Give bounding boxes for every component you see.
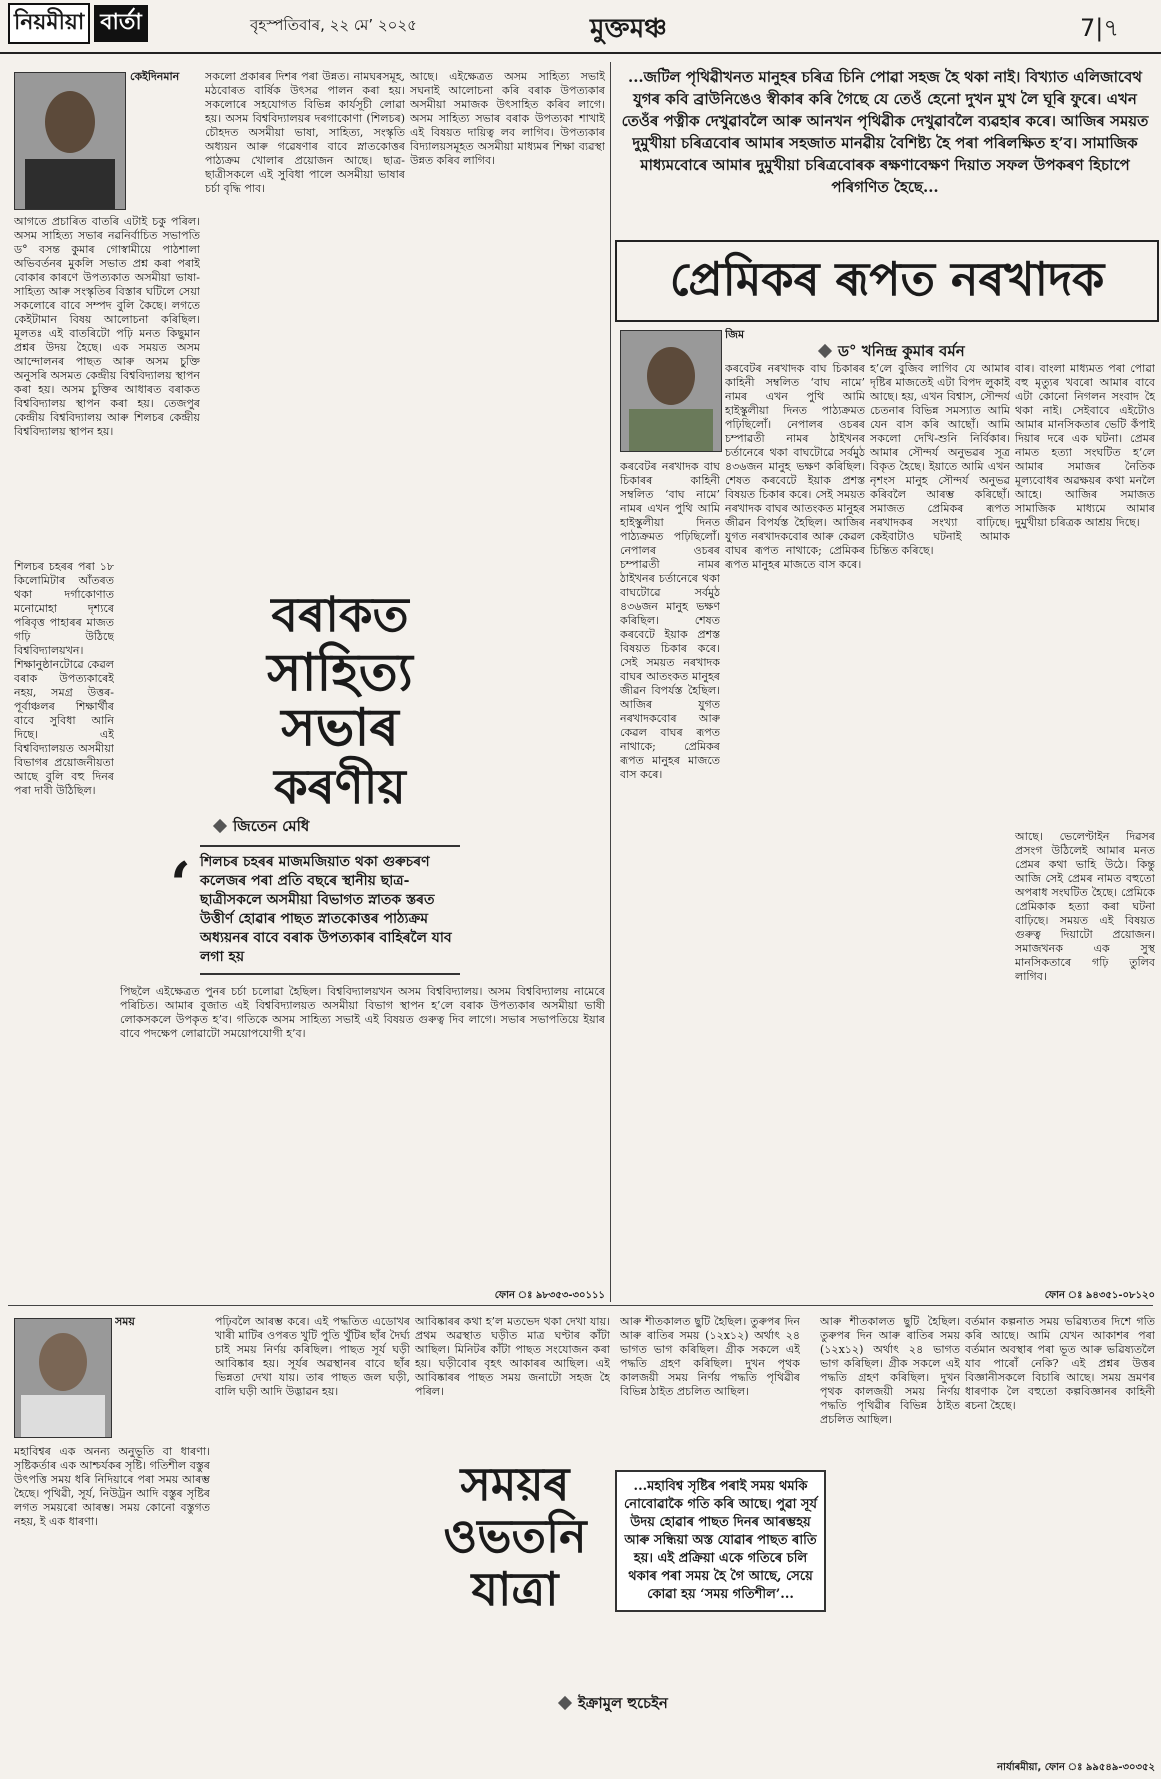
- article2-column-2: হ’লে বুজিব লাগিব যে আমাৰ দৃষ্টিৰ মাজতেই এটা বিপদ লুকাই আছে। হয়, এখন বিশ্বাস, সৌন্দৰ্য চেতনাৰ বিভিন্ন সমস্যাত আমি যেন বাস কৰি আছোঁ। আমি সকলো দেখি-শুনি নিৰ্বিকাৰ। আমাৰ সৌন্দৰ্য অনুভৱৰ সূত্ৰ বিকৃত হৈছে। ইয়াতে আমি এখন নৃশংস মানুহ সৌন্দৰ্য অনুভৱ কৰিবলৈ আৰম্ভ কৰিছোঁ। সমাজত প্ৰেমিকৰ ৰূপত নৰখাদকৰ সংখ্যা বাঢ়িছে। কেইবাটাও ঘটনাই আমাক চিন্তিত কৰিছে।: [870, 362, 1010, 557]
- article1-title-line1: বৰাকত: [271, 587, 409, 643]
- logo-part1: নিয়মীয়া: [8, 3, 90, 44]
- newspaper-logo: [8, 8, 148, 38]
- article1-title-line2: সাহিত্য সভাৰ: [267, 642, 413, 758]
- article1-title: [200, 587, 480, 815]
- article2-title-box: [615, 240, 1159, 322]
- page-number: 7|৭: [1080, 14, 1119, 42]
- article2-phone: ফোন ঃ ৯৪৩৫১-০৮১২০: [1044, 1290, 1155, 1301]
- diamond-icon: [213, 819, 227, 833]
- article1-column-1: আগতে প্ৰচাৰিত বাতৰি এটাই চকু পৰিল। অসম সাহিত্য সভাৰ নৱনিৰ্বাচিত সভাপতি ড° বসন্ত কুমাৰ গোস্বামীয়ে পাঠশালা অভিবৰ্তনৰ মুকলি সভাত প্ৰশ্ন কৰা পৰাই বোকাৰ কাৰণে উপত্যকাত অসমীয়া ভাষা-সাহিত্য আৰু সংস্কৃতিৰ বিস্তাৰ ঘটিলে সেয়া সকলোৰে বাবে সম্পদ বুলি কৈছে। লগতে কেইটামান বিষয় আলোচনা কৰিছিল। মূলতঃ এই বাতৰিটো পঢ়ি মনত কিছুমান প্ৰশ্নৰ উদয় হৈছে। এক সময়ত অসম আন্দোলনৰ পাছত আৰু অসম চুক্তি অনুসৰি অসমত কেন্দ্ৰীয় বিশ্ববিদ্যালয় স্থাপন কৰা হয়। অসম চুক্তিৰ আধাৰত বৰাকত বিশ্ববিদ্যালয় স্থাপন কৰা হয়। তেজপুৰ কেন্দ্ৰীয় বিশ্ববিদ্যালয় আৰু শিলচৰ কেন্দ্ৰীয় বিশ্ববিদ্যালয় স্থাপন হয়।: [14, 215, 200, 438]
- article1-byline: [215, 815, 415, 840]
- article3-column-2: পঢ়িবলৈ আৰম্ভ কৰে। এই পদ্ধতিত এডোখৰ খাৰী মাটিৰ ওপৰত খুটি পুতি খুঁটিৰ ছাঁৰ দৈৰ্ঘ্য চাই সময় নিৰ্ণয় কৰিছিল। পাছত সূৰ্য ঘড়ী আবিষ্কাৰ হয়। সূৰ্যৰ অৱস্থানৰ বাবে ছাঁৰ ভিন্নতা দেখা যায়। তাৰ পাছত জল ঘড়ী, বালি ঘড়ী আদি উদ্ভাৱন হয়।: [215, 1315, 410, 1398]
- article3-author: ইক্ৰামুল হুচেইন: [578, 1694, 668, 1712]
- logo-part2: বাৰ্তা: [94, 5, 148, 42]
- article2-intro: ...জটিল পৃথিৱীখনত মানুহৰ চৰিত্ৰ চিনি পোৱা সহজ হৈ থকা নাই। বিখ্যাত এলিজাবেথ যুগৰ কবি ব্ৰাউনিঙেও স্বীকাৰ কৰি গৈছে যে তেওঁ হেনো দুখন মুখ লৈ ঘূৰি ফুৰে। এখন তেওঁৰ পত্নীক দেখুৱাবলৈ আৰু আনখন পৃথিৱীক দেখুৱাবলৈ ব্যৱহাৰ কৰে। আজিৰ সময়ত দুমুখীয়া চৰিত্ৰবোৰ আমাৰ সহজাত মানৱীয় বৈশিষ্ট্য হৈ পৰা পৰিলক্ষিত হ’ব। সামাজিক মাধ্যমবোৰে আমাৰ দুমুখীয়া চৰিত্ৰবোৰক ৰক্ষণাবেক্ষণ দিয়াত সফল উপকৰণ হিচাপে পৰিগণিত হৈছে...: [621, 68, 1149, 196]
- author-photo-3: [14, 1318, 112, 1438]
- author-photo-1: [14, 72, 126, 210]
- article3-pull-quote: ...মহাবিশ্ব সৃষ্টিৰ পৰাই সময় থমকি নোবোৱাকৈ গতি কৰি আছে। পুৱা সূৰ্য উদয় হোৱাৰ পাছত দিনৰ আৰম্ভহয় আৰু সন্ধিয়া অস্ত যোৱাৰ পাছত ৰাতি হয়। এই প্ৰক্ৰিয়া একে গতিৰে চলি থকাৰ পৰা সময় হৈ গৈ আছে, সেয়ে কোৱা হয় ‘সময় গতিশীল’...: [615, 1470, 826, 1612]
- article2-column-4: আছে। ভেলেণ্টাইন দিৱসৰ প্ৰসংগ উঠিলেই আমাৰ মনত প্ৰেমৰ কথা ভাহি উঠে। কিন্তু আজি সেই প্ৰেমৰ নামত বহুতো অপৰাধ সংঘটিত হৈছে। প্ৰেমিকে প্ৰেমিকাক হত্যা কৰা ঘটনা বাঢ়িছে। সময়ত এই বিষয়ত গুৰুত্ব দিয়াটো প্ৰয়োজন। সমাজখনক এক সুস্থ মানসিকতাৰে গঢ়ি তুলিব লাগিব।: [1015, 830, 1155, 983]
- quote-mark-icon: ‘: [170, 850, 191, 920]
- article2-author: ড° খনিন্দ্ৰ কুমাৰ বৰ্মন: [838, 342, 965, 360]
- article1-phone: ফোন ঃ ৯৮৩৫৩-৩০১১১: [494, 1290, 605, 1301]
- article3-column-3: আবিষ্কাৰৰ কথা হ’ল মতভেদ থকা দেখা যায়। প্ৰথম অৱস্থাত ঘড়ীত মাত্ৰ ঘণ্টাৰ কাঁটা আছিল। মিনিটৰ কাঁটা পাছত সংযোজন কৰা হয়। ঘড়ীবোৰ বৃহৎ আকাৰৰ আছিল। এই আবিষ্কাৰৰ পাছত সময় জনাটো সহজ হৈ পৰিল।: [415, 1315, 610, 1398]
- article3-lead-in: সময়: [115, 1315, 135, 1328]
- article1-title-line3: কৰণীয়: [274, 758, 406, 815]
- article1-lead-in: কেইদিনমান: [130, 70, 180, 83]
- article1-column-3: সকলো প্ৰকাৰৰ দিশৰ পৰা উন্নত। নামঘৰসমূহ, মঠবোৰত বাৰ্ষিক উৎসৱ পালন কৰা হয়। সকলোৰে সহযোগত বিভিন্ন কাৰ্যসূচী লোৱা হয়। অসম বিশ্ববিদ্যালয়ৰ দৰগাকোণা (শিলচৰ) চৌহদত অসমীয়া ভাষা, সাহিত্য, সংস্কৃতি অধ্যয়ন আৰু গৱেষণাৰ বাবে স্নাতকোত্তৰ পাঠ্যক্ৰম খোলাৰ প্ৰয়োজন আছে। ছাত্ৰ-ছাত্ৰীসকলে এই সুবিধা পালে অসমীয়া ভাষাৰ চৰ্চা বৃদ্ধি পাব।: [205, 70, 405, 195]
- column-divider: [610, 62, 611, 1302]
- section-title: মুক্তমঞ্চ: [590, 14, 667, 44]
- masthead: [0, 0, 1161, 54]
- article2-column-1: কৰবেটৰ নৰখাদক বাঘ চিকাৰৰ কাহিনী সম্বলিত ‘বাঘ নামে’ নামৰ এখন পুথি আমি হাইস্কুলীয়া দিনত পাঠ্যক্ৰমত পঢ়িছিলোঁ। নেপালৰ ওচৰৰ চম্পাৱতী নামৰ ঠাইখনৰ চৰ্তানেৰে থকা বাঘটোৱে সৰ্বমুঠ ৪৩৬জন মানুহ ভক্ষণ কৰিছিল। শেষত কৰবেটে ইয়াক প্ৰশস্ত বিষয়ত চিকাৰ কৰে। সেই সময়ত নৰখাদক বাঘৰ আতংকত মানুহৰ জীৱন বিপৰ্যস্ত হৈছিল। আজিৰ যুগত নৰখাদকবোৰ আৰু কেৱল বাঘৰ ৰূপত নাথাকে; প্ৰেমিকৰ ৰূপত মানুহৰ মাজতে বাস কৰে।: [725, 362, 865, 571]
- article2-column-3: বাৰ। বাংলা মাধ্যমত পৰা পোৱা বহু মৃত্যুৰ খবৰো আমাৰ বাবে এটা কোনো নিগলন সংবাদ হৈ থকা নাই। সেইবাবে এইটোও আমাৰ মানসিকতাৰ ভেটি কঁপাই দিয়াৰ দৰে এক ঘটনা। প্ৰেমৰ নামত হত্যা সংঘটিত হ’লে আমাৰ সমাজৰ নৈতিক মূল্যবোধৰ অৱক্ষয়ৰ কথা মনলৈ আহে। আজিৰ সমাজত সামাজিক মাধ্যমে আমাৰ দুমুখীয়া চৰিত্ৰক আশ্ৰয় দিছে।: [1015, 362, 1155, 529]
- article3-signature: নাৰ্যাৰমীয়া, ফোন ঃ ৯৯৫৪৯-৩০৩৫২: [997, 1762, 1155, 1773]
- article1-column-bottom: পিছলৈ এইক্ষেত্ৰত পুনৰ চৰ্চা চলোৱা হৈছিল। বিশ্ববিদ্যালয়খন অসম বিশ্ববিদ্যালয়। অসম বিশ্ববিদ্যালয় নামেৰে পৰিচিত। আমাৰ বুজাত এই বিশ্ববিদ্যালয়ত অসমীয়া বিভাগ স্থাপন হ’লে বৰাক উপত্যকাৰ অসমীয়া ভাষী লোকসকলে উপকৃত হ’ব। গতিকে অসম সাহিত্য সভাই এই বিষয়ত গুৰুত্ব দিব লাগে। সভাৰ সভাপতিয়ে ইয়াৰ বাবে পদক্ষেপ লোৱাটো সময়োপযোগী হ’ব।: [120, 985, 605, 1040]
- article1-lead: [130, 70, 200, 210]
- article3-title-line1: সময়ৰ: [460, 1457, 570, 1511]
- article2-column-0: কৰবেটৰ নৰখাদক বাঘ চিকাৰৰ কাহিনী সম্বলিত ‘বাঘ নামে’ নামৰ এখন পুথি আমি হাইস্কুলীয়া দিনত পাঠ্যক্ৰমত পঢ়িছিলোঁ। নেপালৰ ওচৰৰ চম্পাৱতী নামৰ ঠাইখনৰ চৰ্তানেৰে থকা বাঘটোৱে সৰ্বমুঠ ৪৩৬জন মানুহ ভক্ষণ কৰিছিল। শেষত কৰবেটে ইয়াক প্ৰশস্ত বিষয়ত চিকাৰ কৰে। সেই সময়ত নৰখাদক বাঘৰ আতংকত মানুহৰ জীৱন বিপৰ্যস্ত হৈছিল। আজিৰ যুগত নৰখাদকবোৰ আৰু কেৱল বাঘৰ ৰূপত নাথাকে; প্ৰেমিকৰ ৰূপত মানুহৰ মাজতে বাস কৰে।: [620, 460, 720, 781]
- article1-column-2: শিলচৰ চহৰৰ পৰা ১৮ কিলোমিটাৰ আঁতৰত থকা দৰ্গাকোণাত মনোমোহা দৃশ্যৰে পৰিবৃত্ত পাহাৰৰ মাজত গঢ়ি উঠিছে বিশ্ববিদ্যালয়খন। শিক্ষানুষ্ঠানটোৱে কেৱল বৰাক উপত্যকাৰেই নহয়, সমগ্ৰ উত্তৰ-পূৰ্বাঞ্চলৰ শিক্ষাৰ্থীৰ বাবে সুবিধা আনি দিছে। এই বিশ্ববিদ্যালয়ত অসমীয়া বিভাগৰ প্ৰয়োজনীয়তা আছে বুলি বহু দিনৰ পৰা দাবী উঠিছিল।: [14, 560, 114, 797]
- article2-title: প্ৰেমিকৰ ৰূপত নৰখাদক: [669, 252, 1105, 306]
- article3-column-5: আৰু শীতকালত ছুটি হৈছিল। তুৰুপৰ দিন আৰু ৰাতিৰ সময় (১২x১২) অৰ্থাৎ ২৪ ভাগত ভাগ কৰিছিল। গ্ৰীক সকলে এই পদ্ধতি গ্ৰহণ কৰিছিল। দুখন পৃথক কালজয়ী সময় নিৰ্ণয় পদ্ধতি পৃথিৱীৰ বিভিন্ন ঠাইত প্ৰচলিত আছিল।: [820, 1315, 960, 1426]
- article3-column-1: মহাবিশ্বৰ এক অনন্য অনুভূতি বা ধাৰণা। সৃষ্টিকৰ্তাৰ এক আশ্চৰ্যকৰ সৃষ্টি। গতিশীল বস্তুৰ উৎপত্তি সময় ধৰি নিদিয়াৰে পৰা সময় আৰম্ভ হৈছে। পৃথিৱী, সূৰ্য, নিউট্ৰন আদি বস্তুৰ সৃষ্টিৰ লগত সময়ৰো আৰম্ভ। সময় কোনো বস্তুগত নহয়, ই এক ধাৰণা।: [14, 1445, 210, 1528]
- issue-date: বৃহস্পতিবাৰ, ২২ মে’ ২০২৫: [250, 16, 417, 34]
- diamond-icon: [818, 344, 832, 358]
- article3-title-line3: যাত্ৰা: [471, 1561, 559, 1616]
- diamond-icon: [558, 1696, 572, 1710]
- section-divider: [8, 1305, 1153, 1306]
- article3-column-6: বৰ্তমান কল্পনাত সময় ভৱিষ্যতৰ দিশে গতি কৰি আছে। আমি যেখন আকাশৰ পৰা বৰ্তমান অবস্থাৰ পৰা ভূত আৰু ভৱিষ্যতলৈ যাব পাৰোঁ নেকি? এই প্ৰশ্নৰ উত্তৰ বিজ্ঞানীসকলে বিচাৰি আছে। সময় ভ্ৰমণৰ ধাৰণাক লৈ বহুতো কল্পবিজ্ঞানৰ কাহিনী ৰচনা হৈছে।: [965, 1315, 1155, 1412]
- article3-title: [415, 1457, 615, 1660]
- article3-lead: [115, 1315, 210, 1445]
- article3-title-line2: ওভতনি: [443, 1509, 587, 1564]
- article3-column-4: আৰু শীতকালত ছুটি হৈছিল। তুৰুপৰ দিন আৰু ৰাতিৰ সময় (১২x১২) অৰ্থাৎ ২৪ ভাগত ভাগ কৰিছিল। গ্ৰীক সকলে এই পদ্ধতি গ্ৰহণ কৰিছিল। দুখন পৃথক কালজয়ী সময় নিৰ্ণয় পদ্ধতি পৃথিৱীৰ বিভিন্ন ঠাইত প্ৰচলিত আছিল।: [620, 1315, 800, 1398]
- article1-pull-quote: শিলচৰ চহৰৰ মাজমজিয়াত থকা গুৰুচৰণ কলেজৰ পৰা প্ৰতি বছৰে স্থানীয় ছাত্ৰ-ছাত্ৰীসকলে অসমীয়া বিভাগত স্নাতক স্তৰত উত্তীৰ্ণ হোৱাৰ পাছত স্নাতকোত্তৰ পাঠ্যক্ৰম অধ্যয়নৰ বাবে বৰাক উপত্যকাৰ বাহিৰলৈ যাব লগা হয়: [200, 845, 460, 975]
- author-photo-2: [620, 330, 722, 452]
- article1-column-4: আছে। এইক্ষেত্ৰত অসম সাহিত্য সভাই সঘনাই আলোচনা কৰি বৰাক উপত্যকাৰ অসমীয়া সমাজক উৎসাহিত কৰিব লাগে। অসম সাহিত্য সভাৰ বৰাক উপত্যকা শাখাই এই বিষয়ত দায়িত্ব লব লাগিব। উপত্যকাৰ বিদ্যালয়সমূহত অসমীয়া মাধ্যমৰ শিক্ষা ব্যৱস্থা উন্নত কৰিব লাগিব।: [410, 70, 605, 167]
- article2-lead-in: জিম: [725, 328, 745, 341]
- article3-byline: [560, 1692, 760, 1717]
- article1-author: জিতেন মেধি: [233, 817, 310, 835]
